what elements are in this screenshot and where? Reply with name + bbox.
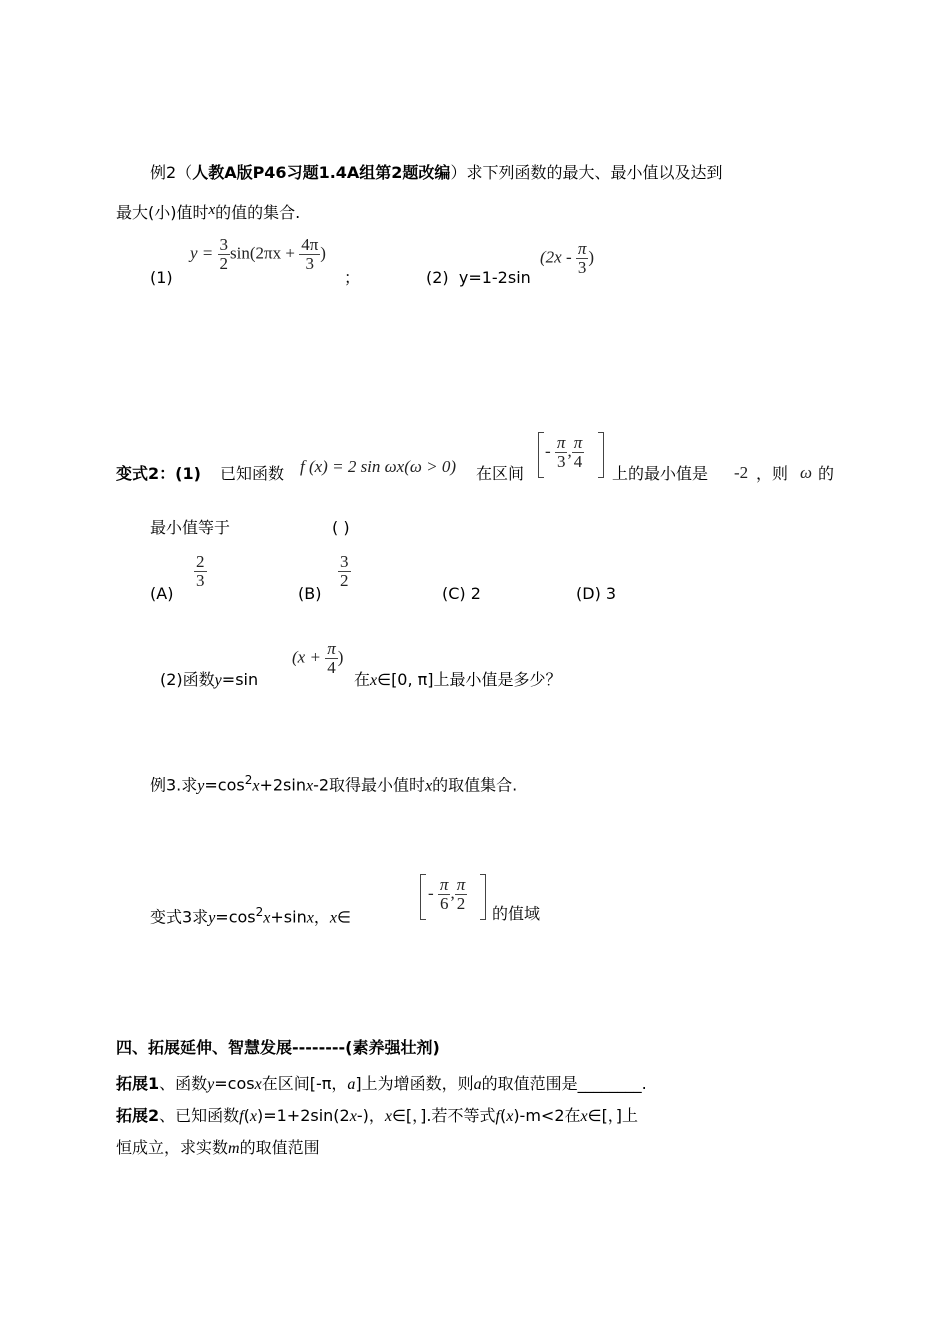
variant2-value: -2 <box>734 463 749 482</box>
q2-text-b: ∈[0, π]上最小值是多少？ <box>377 670 562 689</box>
v3-int-d2: 2 <box>456 893 466 913</box>
variant3-interval <box>428 876 467 913</box>
example2-var-x: x <box>208 202 216 218</box>
v3-text-d: ， <box>313 907 330 927</box>
variant2-func-text: f (x) = 2 sin ωx(ω > 0) <box>300 457 456 476</box>
v3-text-b: =cos <box>215 907 256 927</box>
variant2-paren: ( ) <box>332 518 350 537</box>
extension1 <box>116 1076 647 1093</box>
variant2-text3: 上的最小值是 <box>612 464 709 483</box>
ext2-b: ( <box>243 1106 250 1125</box>
example2-p1-formula <box>190 236 326 273</box>
variant2-text5: 的 <box>818 464 835 483</box>
option-a-frac <box>194 553 207 590</box>
ext2-x5: x <box>580 1108 588 1125</box>
p2-num: π <box>577 239 587 258</box>
extension2-line1 <box>116 1108 638 1125</box>
variant2-line2: 最小值等于 <box>150 518 231 537</box>
ext2-a: 、已知函数 <box>159 1106 240 1125</box>
variant2-omega: ω <box>800 463 813 482</box>
ex3-text-b: =cos <box>204 775 245 795</box>
example3 <box>150 774 517 794</box>
v3-text-f: 的值域 <box>492 904 541 923</box>
q2-num: π <box>327 639 336 658</box>
ext1-x: x <box>254 1076 262 1093</box>
q2-x: x <box>370 672 378 689</box>
v2-int-comma: , <box>567 441 572 461</box>
v2-int-frac1 <box>555 434 568 471</box>
p1-arg-den: 3 <box>305 253 314 273</box>
p1-coef-frac <box>218 236 231 273</box>
variant2-label: 变式2：(1) <box>116 464 201 483</box>
ext1-b: =cos <box>214 1074 255 1093</box>
option-c: (C) 2 <box>442 584 481 603</box>
variant2-q2-tail <box>354 672 562 689</box>
ex3-x3: x <box>425 777 433 795</box>
v3-text-a: 变式3求 <box>150 907 209 927</box>
v3-x3: x <box>329 909 337 927</box>
ext2-label: 拓展2 <box>116 1106 160 1125</box>
variant2-func <box>300 458 456 475</box>
v2-int-d2: 4 <box>573 451 583 471</box>
variant3-bracket-left <box>420 874 426 920</box>
ex3-text-c: +2sin <box>259 775 306 795</box>
v3-int-n2: π <box>456 875 466 894</box>
ext1-y: y <box>207 1076 215 1093</box>
ext1-e: 的取值范围是________. <box>481 1074 647 1093</box>
p1-arg-frac <box>299 236 320 273</box>
ext2-d: -)， <box>356 1106 385 1125</box>
ex3-sup: 2 <box>244 773 253 787</box>
ext1-c: 在区间[-π， <box>261 1074 348 1093</box>
option-b-frac <box>338 553 351 590</box>
ext1-a: 、函数 <box>159 1074 208 1093</box>
v2-int-minus: - <box>545 441 551 461</box>
option-b-frac-inner <box>338 553 351 590</box>
v3-int-comma: , <box>450 883 455 903</box>
variant2-bracket-left <box>538 432 544 478</box>
p1-coef-num: 3 <box>219 235 229 254</box>
ext1-a-var: a <box>347 1076 356 1093</box>
variant2-text1: 已知函数 <box>220 464 285 483</box>
option-a-label: (A) <box>150 584 174 603</box>
p1-y: y = <box>190 243 214 263</box>
option-a-den: 3 <box>196 570 205 590</box>
ext2-line2-b: 的取值范围 <box>239 1138 320 1157</box>
ex3-x1: x <box>252 777 260 795</box>
option-b-num: 3 <box>340 552 349 571</box>
p1-semicolon: ； <box>344 268 361 287</box>
example2-p2 <box>426 270 531 286</box>
v3-text-c: +sin <box>270 907 307 927</box>
option-a-frac-inner <box>194 553 207 590</box>
example2-p2-arg <box>540 240 594 277</box>
p2-close: ) <box>588 247 595 267</box>
ext1-d: ]上为增函数，则 <box>355 1074 474 1093</box>
example2-source: 人教A版P46习题1.4A组第2题改编 <box>192 163 451 182</box>
ex3-y: y <box>197 777 205 795</box>
variant3 <box>150 906 351 926</box>
example2-p1-label: (1) <box>150 268 173 287</box>
variant2-q2 <box>160 672 258 689</box>
variant2-interval <box>545 434 584 471</box>
example2-text2a: 最大(小)值时 <box>116 203 209 222</box>
ext2-x: x <box>249 1108 257 1125</box>
q2-arg: (x + <box>292 647 321 667</box>
ext1-label: 拓展1 <box>116 1074 160 1093</box>
extension2-line2 <box>116 1140 320 1157</box>
v3-text-e: ∈ <box>336 907 351 927</box>
v2-int-d1: 3 <box>556 451 566 471</box>
v2-int-frac2 <box>572 434 585 471</box>
ex3-text-a: 例3.求 <box>150 775 198 795</box>
ext2-line2-a: 恒成立，求实数 <box>116 1138 229 1157</box>
q2-den: 4 <box>327 657 336 677</box>
variant2-text4: ，则 <box>756 464 789 483</box>
ext2-f2: f <box>495 1108 500 1125</box>
p1-close: ) <box>320 243 326 263</box>
example2-line2 <box>116 203 300 221</box>
v3-y: y <box>208 909 216 927</box>
example2-text1: ）求下列函数的最大、最小值以及达到 <box>450 163 723 182</box>
ext2-x2: x <box>349 1108 357 1125</box>
p1-arg-num: 4π <box>301 235 319 254</box>
p2-frac <box>576 240 589 277</box>
p1-sin: sin(2πx + <box>230 243 295 263</box>
p2-text: y=1-2sin <box>458 268 531 287</box>
ex3-x2: x <box>305 777 314 795</box>
p2-arg: (2x - <box>540 247 572 267</box>
p1-coef-den: 2 <box>219 253 229 273</box>
example2-label: 例2（ <box>150 163 193 182</box>
variant3-bracket-right <box>480 874 486 920</box>
ext2-e: ∈[，].若不等式 <box>391 1106 496 1125</box>
ext2-x3: x <box>384 1108 392 1125</box>
example2-text2b: 的值的集合. <box>215 203 301 222</box>
option-d: (D) 3 <box>576 584 617 603</box>
variant2-text2: 在区间 <box>476 464 525 483</box>
v3-int-d1: 6 <box>439 893 449 913</box>
p2-den: 3 <box>577 257 587 277</box>
variant2-q2-arg <box>292 640 343 677</box>
ext2-x4: x <box>506 1108 514 1125</box>
ext2-h: )-m<2在 <box>513 1106 581 1125</box>
section4-title: 四、拓展延伸、智慧发展--------(素养强壮剂) <box>116 1038 440 1057</box>
example2-line1 <box>150 165 722 181</box>
ext2-m: m <box>228 1140 240 1157</box>
v3-int-frac1 <box>438 876 451 913</box>
q2-eq: =sin <box>221 670 259 689</box>
ex3-text-d: -2取得最小值时 <box>313 775 426 795</box>
v3-int-frac2 <box>455 876 468 913</box>
variant2-bracket-right <box>598 432 604 478</box>
v3-sup: 2 <box>255 905 264 919</box>
option-a-num: 2 <box>196 552 205 571</box>
ext1-a-var2: a <box>473 1076 482 1093</box>
v2-int-n2: π <box>573 433 583 452</box>
q2-text-a: 在 <box>354 670 371 689</box>
v3-x2: x <box>306 909 314 927</box>
q2-frac <box>325 640 338 677</box>
p2-label: (2) <box>426 268 449 287</box>
option-b-den: 2 <box>340 570 349 590</box>
ex3-text-e: 的取值集合. <box>432 775 518 795</box>
v3-int-minus: - <box>428 883 434 903</box>
v3-int-n1: π <box>439 875 449 894</box>
ext2-i: ∈[，]上 <box>587 1106 639 1125</box>
q2-close: ) <box>337 647 344 667</box>
ext2-f: f <box>239 1108 244 1125</box>
q2-y: y <box>214 672 222 689</box>
ext2-g: ( <box>499 1106 507 1125</box>
v2-int-n1: π <box>556 433 566 452</box>
v3-x1: x <box>263 909 271 927</box>
ext2-c: )=1+2sin(2 <box>256 1106 350 1125</box>
q2-label: (2)函数 <box>160 670 215 689</box>
option-b-label: (B) <box>298 584 322 603</box>
